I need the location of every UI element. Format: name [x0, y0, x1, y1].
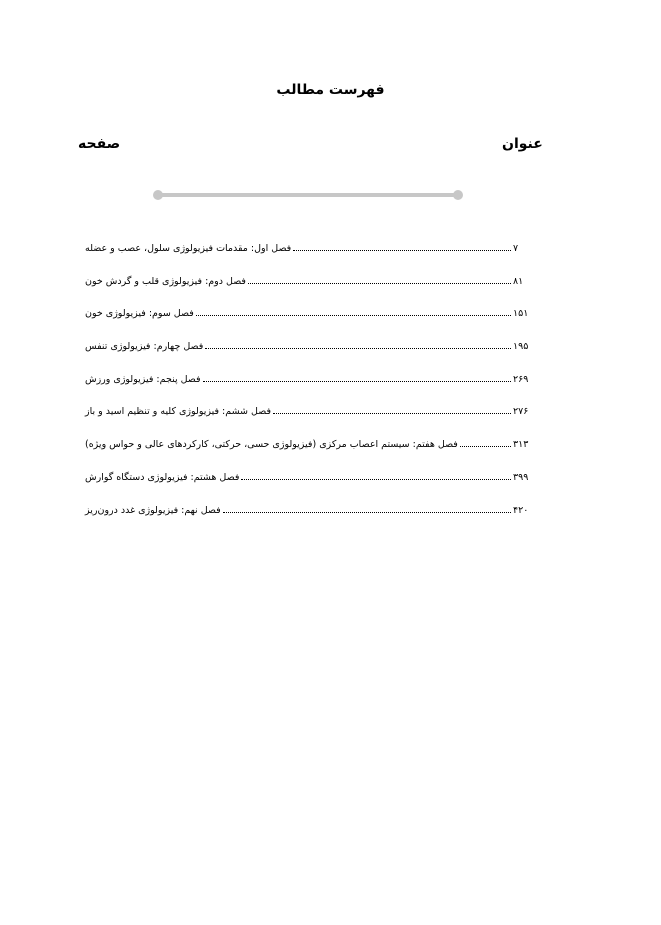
- toc-entry-title: فصل پنجم: فیزیولوژی ورزش: [85, 373, 201, 385]
- toc-dot-leader: [203, 371, 511, 382]
- toc-entry-page: ۳۹۹: [513, 471, 529, 483]
- page-column-header: صفحه: [78, 136, 121, 152]
- toc-dot-leader: [293, 240, 511, 251]
- toc-dot-leader: [196, 305, 511, 316]
- toc-entry: [85, 469, 533, 502]
- toc-entry-title: فصل دوم: فیزیولوژی قلب و گردش خون: [85, 275, 246, 287]
- toc-entry-page: ۳۱۳: [513, 439, 529, 451]
- divider-line: [157, 193, 459, 197]
- decorative-divider: [153, 190, 463, 200]
- divider-dot-right: [453, 190, 463, 200]
- title-column-header: عنوان: [502, 136, 543, 152]
- divider-dot-left: [153, 190, 163, 200]
- toc-entry-page: ۸۱: [513, 275, 524, 287]
- toc-entry: [85, 338, 533, 371]
- toc-entry-title: فصل نهم: فیزیولوژی غدد درون‌ریز: [85, 504, 221, 516]
- toc-entry-title: فصل سوم: فیزیولوژی خون: [85, 308, 194, 320]
- page-title: فهرست مطالب: [276, 82, 385, 98]
- toc-dot-leader: [248, 273, 511, 284]
- toc-dot-leader: [205, 338, 511, 349]
- toc-entry-page: ۱۹۵: [513, 341, 529, 353]
- toc-entry-page: ۴۲۰: [513, 504, 529, 516]
- toc-entry-page: ۲۷۶: [513, 406, 529, 418]
- toc-entry: [85, 305, 533, 338]
- toc-entry-title: فصل هشتم: فیزیولوژی دستگاه گوارش: [85, 471, 240, 483]
- table-of-contents: [85, 240, 533, 534]
- toc-dot-leader: [223, 502, 511, 513]
- toc-entry: [85, 273, 533, 306]
- toc-entry: [85, 502, 533, 535]
- toc-entry: [85, 403, 533, 436]
- toc-entry-title: فصل اول: مقدمات فیزیولوژی سلول، عصب و عضله: [85, 243, 292, 254]
- toc-entry: [85, 371, 533, 404]
- toc-entry-page: ۷: [513, 243, 519, 254]
- toc-dot-leader: [241, 469, 511, 480]
- toc-entry-page: ۱۵۱: [513, 308, 529, 320]
- toc-entry: [85, 240, 533, 273]
- toc-entry-title: فصل چهارم: فیزیولوژی تنفس: [85, 341, 204, 353]
- toc-dot-leader: [273, 403, 511, 414]
- toc-entry-title: فصل هفتم: سیستم اعصاب مرکزی (فیزیولوژی حسی، حرکتی، کارکردهای عالی و حواس ویژه): [85, 439, 458, 451]
- toc-entry-page: ۲۶۹: [513, 373, 529, 385]
- toc-entry-title: فصل ششم: فیزیولوژی کلیه و تنظیم اسید و باز: [85, 406, 271, 418]
- toc-entry: [85, 436, 533, 469]
- toc-dot-leader: [460, 436, 511, 447]
